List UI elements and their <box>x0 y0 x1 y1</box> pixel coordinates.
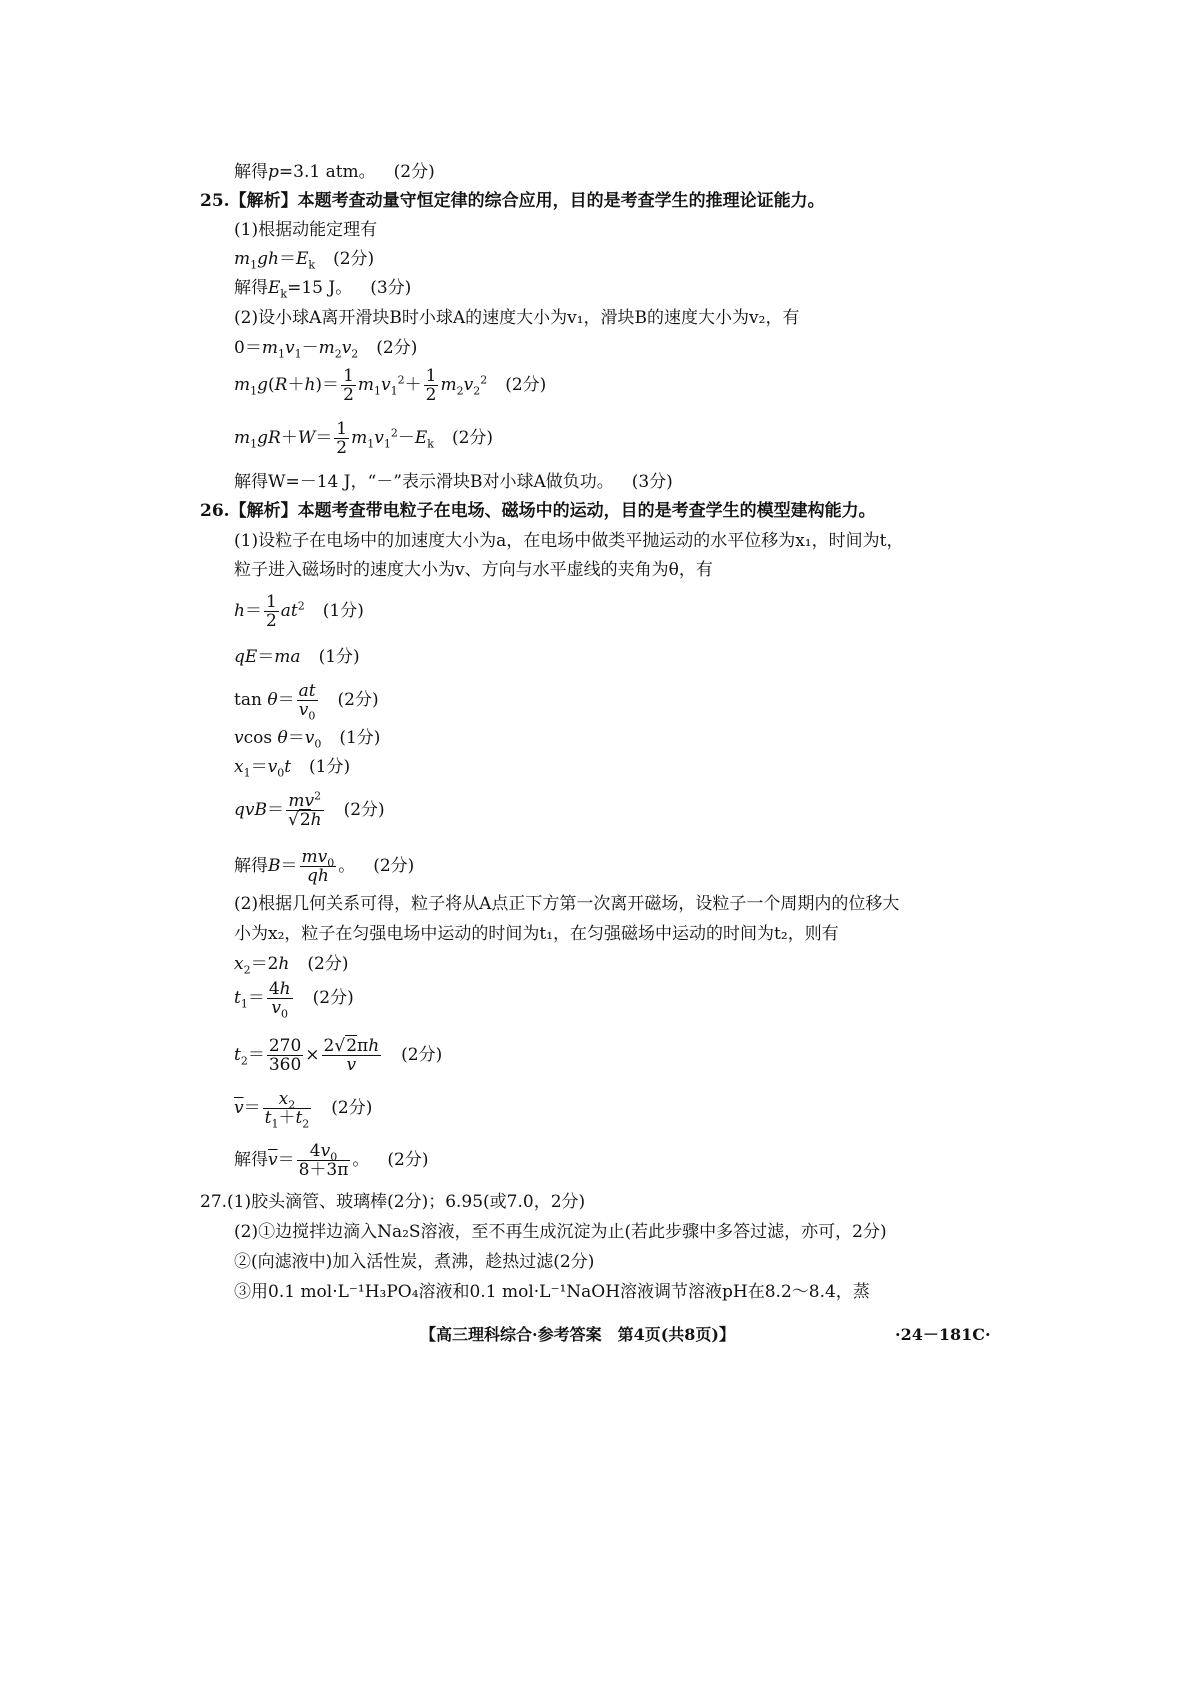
q25-eq-energy-conservation: $m_1g(R+h)=$ $\frac{1}{2}$ $m_1v_1^2+$ $\frac{1}{2}$ $m_2v_2^2$ (2分) <box>234 366 547 405</box>
q26-eq-x2: $x_2=2h$ (2分) <box>234 954 349 977</box>
q24-solution-line: 解得p=3.1 atm。 (2分) <box>234 162 435 182</box>
q27-line4: ③用0.1 mol·L⁻¹H₃PO₄溶液和0.1 mol·L⁻¹NaOH溶液调节溶液pH在8.2～8.4，蒸 <box>234 1282 870 1302</box>
page-footer: 【高三理科综合·参考答案 第4页(共8页)】 <box>420 1325 735 1344</box>
q26-part2-line2: 小为x₂，粒子在匀强电场中运动的时间为t₁，在匀强磁场中运动的时间为t₂，则有 <box>234 924 839 944</box>
q26-eq-t2: $t_2=$ $\frac{270}{360}$ × $\frac{2√2\pi h}{v}$ (2分) <box>234 1036 443 1075</box>
q27-line1: 27.(1)胶头滴管、玻璃棒(2分)；6.95(或7.0，2分) <box>200 1192 586 1212</box>
q26-eq-x1: $x_1=v_0t$ (1分) <box>234 757 351 780</box>
document-code: ·24－181C· <box>895 1325 991 1344</box>
q26-part2-line1: (2)根据几何关系可得，粒子将从A点正下方第一次离开磁场，设粒子一个周期内的位移大 <box>234 894 900 914</box>
q26-part1-line2: 粒子进入磁场时的速度大小为v、方向与水平虚线的夹角为θ，有 <box>234 560 713 580</box>
q26-header: 26.【解析】本题考查带电粒子在电场、磁场中的运动，目的是考查学生的模型建构能力。 <box>200 501 876 521</box>
q26-eq-vbar: $\overline{v}=$ $\frac{x_2}{t_1+t_2}$ (2分) <box>234 1089 373 1131</box>
q25-solution-w: 解得W=－14 J，“－”表示滑块B对小球A做负功。 (3分) <box>234 472 673 492</box>
q26-eq-t1: $t_1=$ $\frac{4h}{v_0}$ (2分) <box>234 979 354 1021</box>
q25-eq-momentum: $0=m_1v_1-m_2v_2$ (2分) <box>234 338 418 361</box>
q25-eq-work: $m_1gR+W=$ $\frac{1}{2}$ $m_1v_1^2-E_k$ (2分) <box>234 419 494 458</box>
q26-solution-vbar: 解得$\overline{v}=$ $\frac{4v_0}{8+3\pi}$ 。 (2分) <box>234 1141 429 1180</box>
q26-part1-line1: (1)设粒子在电场中的加速度大小为a，在电场中做类平抛运动的水平位移为x₁，时间为t， <box>234 531 904 551</box>
q26-eq-qvb: qvB＝ $\frac{mv^2}{√2h}$ (2分) <box>234 789 385 830</box>
q26-eq-qe: qE＝ma (1分) <box>234 647 360 667</box>
q27-line3: ②(向滤液中)加入活性炭，煮沸，趁热过滤(2分) <box>234 1252 595 1272</box>
q26-solution-b: 解得B＝ $\frac{mv_0}{qh}$ 。 (2分) <box>234 847 415 886</box>
q25-part1: (1)根据动能定理有 <box>234 220 378 240</box>
q26-eq-vcos: vcos $\theta=v_0$ (1分) <box>234 728 381 751</box>
q25-solution-ek: 解得$E_k=15$ J。 (3分) <box>234 278 412 301</box>
q25-header: 25.【解析】本题考查动量守恒定律的综合应用，目的是考查学生的推理论证能力。 <box>200 191 825 211</box>
q26-eq-tan: tan θ＝ $\frac{at}{v_0}$ (2分) <box>234 681 379 723</box>
q26-eq-h: h＝ $\frac{1}{2}$ $at^2$ (1分) <box>234 592 364 631</box>
q27-line2: (2)①边搅拌边滴入Na₂S溶液，至不再生成沉淀为止(若此步骤中多答过滤，亦可，2分) <box>234 1222 887 1242</box>
q25-eq-energy: $m_1gh=E_k$ (2分) <box>234 249 375 272</box>
q25-part2: (2)设小球A离开滑块B时小球A的速度大小为v₁，滑块B的速度大小为v₂，有 <box>234 308 800 328</box>
